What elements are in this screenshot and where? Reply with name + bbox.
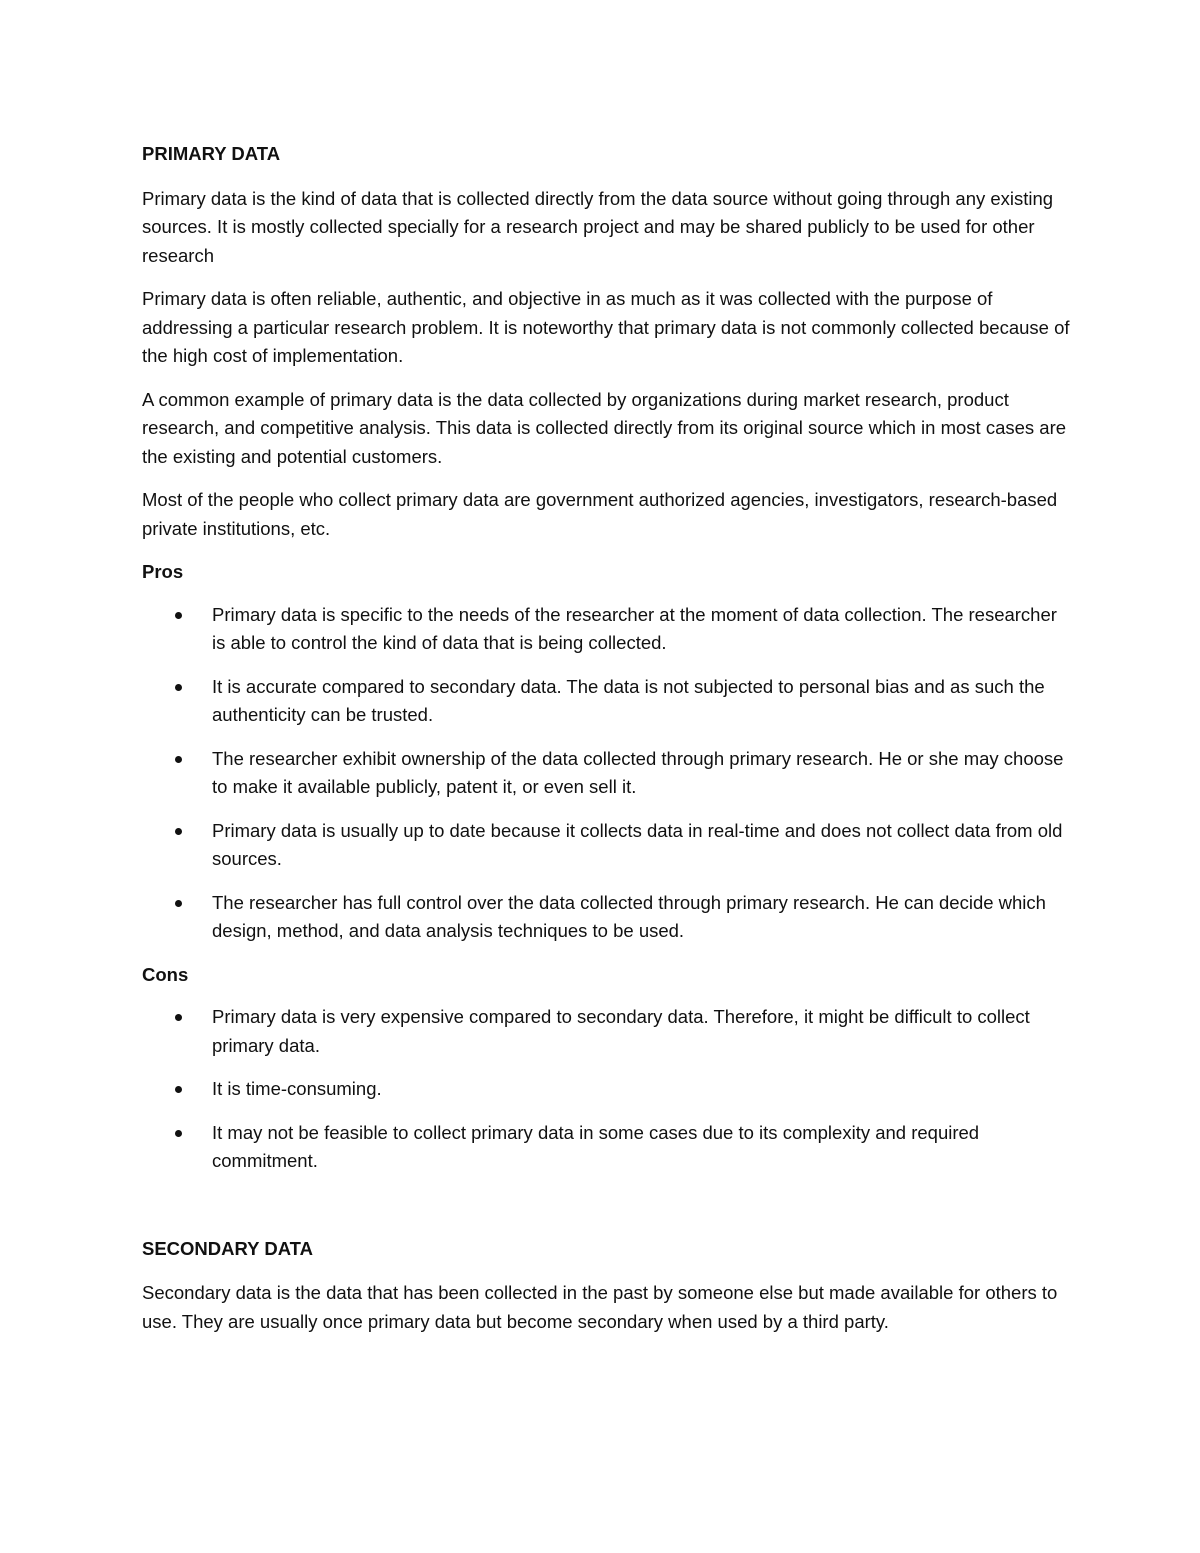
primary-paragraph-3: A common example of primary data is the data collected by organizations during market research, product research, and competitive analysis. This data is collected directly from its original source which in most cases are the existing and potential customers. <box>142 388 1067 467</box>
bullet-icon <box>175 1014 182 1021</box>
section-spacer <box>142 1191 1072 1235</box>
primary-paragraph-2: Primary data is often reliable, authentic, and objective in as much as it was collected with the purpose of addressing a particular research problem. It is noteworthy that primary data is not commonly collected because of the high cost of implementation. <box>142 288 1070 366</box>
pros-list-item <box>142 601 1072 658</box>
pros-item-text: Primary data is usually up to date because it collects data in real-time and does not collect data from old sources. <box>212 819 1063 869</box>
pros-list-item <box>142 889 1072 946</box>
bullet-icon <box>175 1130 182 1137</box>
cons-list-item <box>142 1119 1072 1176</box>
cons-item-text: Primary data is very expensive compared to secondary data. Therefore, it might be difficult to collect primary data. <box>212 1006 1030 1056</box>
cons-list <box>142 1003 1072 1176</box>
pros-list-item <box>142 745 1072 802</box>
secondary-paragraph-1: Secondary data is the data that has been collected in the past by someone else but made available for others to use. They are usually once primary data but become secondary when used by a third party. <box>142 1282 1058 1332</box>
pros-item-text: The researcher has full control over the data collected through primary research. He can decide which design, method, and data analysis techniques to be used. <box>212 891 1046 941</box>
cons-list-item <box>142 1075 1072 1104</box>
pros-item-text: It is accurate compared to secondary data. The data is not subjected to personal bias and as such the authenticity can be trusted. <box>212 675 1045 725</box>
pros-list-item <box>142 673 1072 730</box>
pros-list <box>142 601 1072 946</box>
document-page <box>142 140 1072 1351</box>
cons-heading: Cons <box>142 963 189 985</box>
secondary-data-heading: SECONDARY DATA <box>142 1237 313 1259</box>
bullet-icon <box>175 612 182 619</box>
bullet-icon <box>175 1086 182 1093</box>
pros-item-text: The researcher exhibit ownership of the data collected through primary research. He or she may choose to make it available publicly, patent it, or even sell it. <box>212 747 1064 797</box>
primary-paragraph-1: Primary data is the kind of data that is collected directly from the data source without going through any existing sources. It is mostly collected specially for a research project and may be shared publicly to be used for other research <box>142 187 1054 266</box>
bullet-icon <box>175 900 182 907</box>
cons-item-text: It may not be feasible to collect primary data in some cases due to its complexity and required commitment. <box>212 1121 980 1171</box>
bullet-icon <box>175 828 182 835</box>
pros-heading: Pros <box>142 561 184 582</box>
primary-paragraph-4: Most of the people who collect primary data are government authorized agencies, investigators, research-based private institutions, etc. <box>142 489 1058 539</box>
bullet-icon <box>175 684 182 691</box>
pros-item-text: Primary data is specific to the needs of the researcher at the moment of data collection. The researcher is able to control the kind of data that is being collected. <box>212 603 1057 653</box>
primary-data-heading: PRIMARY DATA <box>142 143 281 164</box>
cons-list-item <box>142 1003 1072 1060</box>
cons-item-text: It is time-consuming. <box>212 1078 382 1099</box>
pros-list-item <box>142 817 1072 874</box>
bullet-icon <box>175 756 182 763</box>
